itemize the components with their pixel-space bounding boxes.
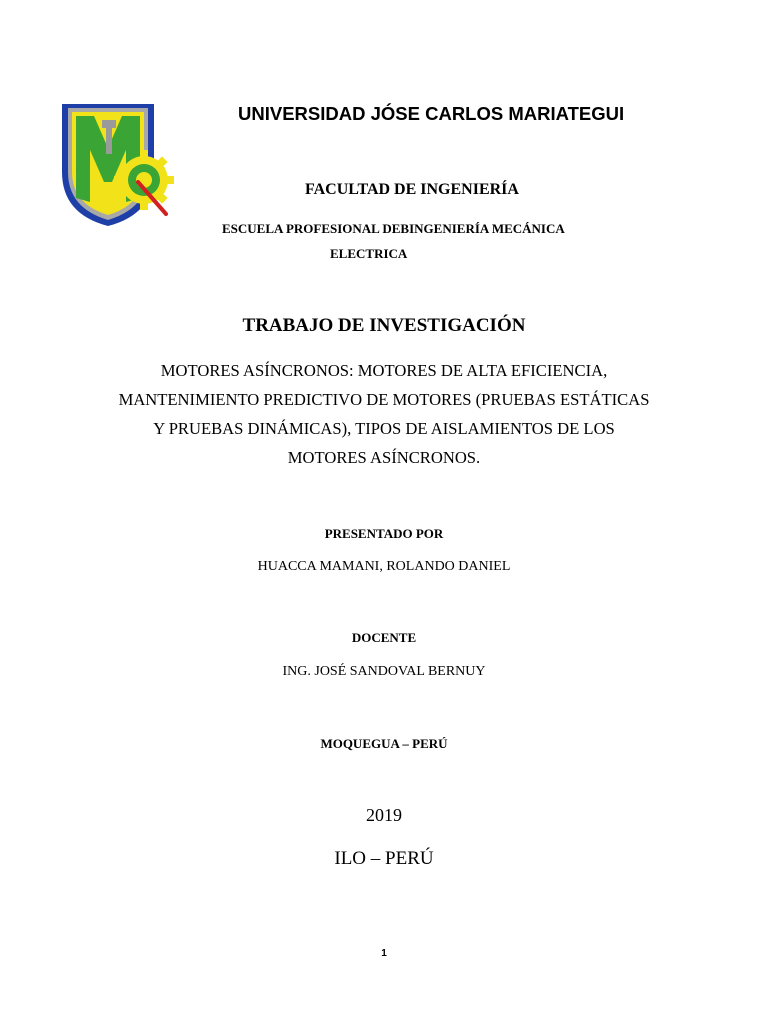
year: 2019: [366, 805, 402, 825]
school-name-line2: ELECTRICA: [330, 246, 408, 261]
topic-line: MANTENIMIENTO PREDICTIVO DE MOTORES (PRUEBAS ESTÁTICAS: [118, 390, 650, 409]
topic-line: Y PRUEBAS DINÁMICAS), TIPOS DE AISLAMIENTOS DE LOS: [153, 419, 615, 438]
teacher-name: ING. JOSÉ SANDOVAL BERNUY: [282, 664, 486, 679]
university-crest-icon: [58, 102, 178, 228]
topic-line: MOTORES ASÍNCRONOS: MOTORES DE ALTA EFICIENCIA,: [160, 361, 608, 380]
page-number: 1: [381, 948, 387, 959]
author-name: HUACCA MAMANI, ROLANDO DANIEL: [257, 559, 511, 574]
university-logo: [58, 102, 178, 228]
location: MOQUEGUA – PERÚ: [320, 736, 448, 751]
topic-line: MOTORES ASÍNCRONOS.: [287, 448, 481, 467]
university-name: UNIVERSIDAD JÓSE CARLOS MARIATEGUI: [238, 103, 625, 124]
work-type-heading: TRABAJO DE INVESTIGACIÓN: [242, 315, 526, 336]
faculty-name: FACULTAD DE INGENIERÍA: [305, 181, 519, 198]
research-topic: [0, 356, 768, 472]
teacher-label: DOCENTE: [351, 630, 417, 645]
presented-by-label: PRESENTADO POR: [324, 526, 444, 541]
city: ILO – PERÚ: [334, 848, 434, 869]
school-name-line1: ESCUELA PROFESIONAL DEBINGENIERÍA MECÁNICA: [222, 221, 565, 236]
